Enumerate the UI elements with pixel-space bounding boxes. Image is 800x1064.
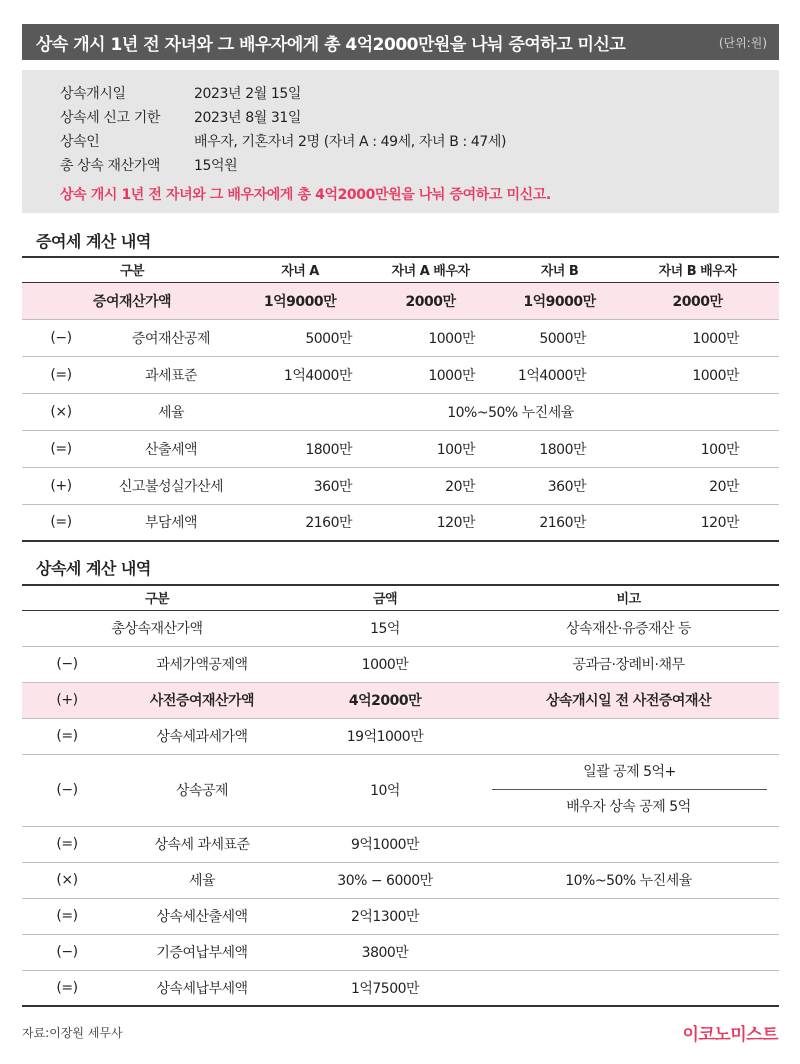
inheritance-tax-table [22,584,779,1007]
page-title: 상속 개시 1년 전 자녀와 그 배우자에게 총 4억2000만원을 나눠 증여하고 미신고 [36,34,626,55]
cell-amount: 1억7500만 [292,970,478,1006]
info-row [60,82,779,106]
cell-note: 공과금·장례비·채무 [478,646,779,682]
info-value: 15억원 [194,158,238,174]
cell-child-a-spouse: 100만 [358,430,503,467]
cell-note-split [478,754,779,826]
publisher-logo: 이코노미스트 [682,1025,778,1045]
cell-child-b-spouse: 1000만 [616,356,779,393]
gift-section-title: 증여세 계산 내역 [36,232,151,251]
info-value: 배우자, 기혼자녀 2명 (자녀 A : 49세, 자녀 B : 47세) [194,134,507,150]
cell-amount: 10억 [292,754,478,826]
table-row [22,898,779,934]
table-row [22,356,779,393]
cell-amount: 3800만 [292,934,478,970]
info-label: 총 상속 재산가액 [60,158,160,174]
cell-amount: 15억 [292,610,478,646]
cell-child-a: 1억4000만 [242,356,358,393]
cell-child-b: 2160만 [503,504,616,541]
row-label: 과세표준 [100,356,242,393]
cell-child-a-spouse: 20만 [358,467,503,504]
cell-note [478,718,779,754]
cell-child-a: 5000만 [242,319,358,356]
row-operator: (+) [22,682,112,718]
cell-note [478,826,779,862]
cell-child-b: 360만 [503,467,616,504]
row-label: 상속공제 [112,754,292,826]
row-operator: (+) [22,467,100,504]
column-header: 자녀 A 배우자 [358,257,503,282]
cell-child-a: 1억9000만 [242,282,358,319]
gift-tax-table [22,256,779,542]
note-bottom: 배우자 상속 공제 5억 [566,799,691,815]
unit-label: (단위:원) [718,35,767,50]
table-row [22,319,779,356]
table-row [22,754,779,826]
table-row [22,718,779,754]
cell-child-b-spouse: 100만 [616,430,779,467]
table-row [22,430,779,467]
table-header-row [22,257,779,282]
info-box [22,70,779,213]
cell-amount: 19억1000만 [292,718,478,754]
table-row [22,970,779,1006]
info-row [60,106,779,130]
table-header-row [22,585,779,610]
row-operator: (=) [22,898,112,934]
info-row [60,130,779,154]
row-operator: (−) [22,319,100,356]
info-label: 상속세 신고 기한 [60,110,160,126]
cell-note [478,898,779,934]
table-row [22,934,779,970]
table-row [22,826,779,862]
header-bar [22,24,779,60]
cell-child-a: 360만 [242,467,358,504]
cell-child-b: 5000만 [503,319,616,356]
cell-child-b-spouse: 120만 [616,504,779,541]
cell-child-a: 1800만 [242,430,358,467]
row-operator: (×) [22,862,112,898]
table-row [22,282,779,319]
cell-child-b: 1억4000만 [503,356,616,393]
cell-note [478,934,779,970]
row-operator: (=) [22,970,112,1006]
row-label: 상속세납부세액 [112,970,292,1006]
info-label: 상속인 [60,134,100,150]
row-label: 상속세 과세표준 [112,826,292,862]
table-row [22,682,779,718]
row-label: 부담세액 [100,504,242,541]
cell-child-a-spouse: 1000만 [358,356,503,393]
merged-rate-cell: 10%~50% 누진세율 [242,393,779,430]
row-label: 증여재산가액 [22,282,242,319]
table-row [22,467,779,504]
row-operator: (×) [22,393,100,430]
table-row [22,862,779,898]
row-operator: (=) [22,430,100,467]
cell-child-a-spouse: 2000만 [358,282,503,319]
cell-child-a-spouse: 120만 [358,504,503,541]
column-header: 금액 [292,585,478,610]
table-row [22,504,779,541]
info-value: 2023년 8월 31일 [194,110,302,126]
table-row [22,610,779,646]
row-operator: (=) [22,356,100,393]
row-operator: (=) [22,826,112,862]
cell-note: 상속재산·유증재산 등 [478,610,779,646]
row-label: 기증여납부세액 [112,934,292,970]
row-label: 상속세과세가액 [112,718,292,754]
column-header: 비고 [478,585,779,610]
row-operator: (=) [22,718,112,754]
row-label: 총상속재산가액 [22,610,292,646]
row-operator: (−) [22,754,112,826]
cell-note [478,970,779,1006]
cell-child-b-spouse: 2000만 [616,282,779,319]
row-operator: (−) [22,646,112,682]
column-header: 자녀 A [242,257,358,282]
info-row [60,154,779,178]
cell-note: 10%~50% 누진세율 [478,862,779,898]
row-operator: (−) [22,934,112,970]
cell-child-b: 1억9000만 [503,282,616,319]
info-value: 2023년 2월 15일 [194,86,302,102]
cell-amount: 30% − 6000만 [292,862,478,898]
cell-amount: 1000만 [292,646,478,682]
note-top: 일괄 공제 5억+ [492,755,767,790]
cell-child-b-spouse: 1000만 [616,319,779,356]
column-header: 구분 [22,585,292,610]
cell-amount: 2억1300만 [292,898,478,934]
cell-child-b-spouse: 20만 [616,467,779,504]
row-operator: (=) [22,504,100,541]
row-label: 산출세액 [100,430,242,467]
row-label: 신고불성실가산세 [100,467,242,504]
info-note: 상속 개시 1년 전 자녀와 그 배우자에게 총 4억2000만원을 나눠 증여하고 미신고. [60,187,551,203]
row-label: 상속세산출세액 [112,898,292,934]
info-label: 상속개시일 [60,86,126,102]
column-header: 구분 [22,257,242,282]
inheritance-section-title: 상속세 계산 내역 [36,559,151,578]
row-label: 증여재산공제 [100,319,242,356]
column-header: 자녀 B [503,257,616,282]
source-credit: 자료:이장원 세무사 [22,1026,123,1040]
cell-child-b: 1800만 [503,430,616,467]
cell-child-a-spouse: 1000만 [358,319,503,356]
row-label: 세율 [100,393,242,430]
cell-amount: 9억1000만 [292,826,478,862]
row-label: 과세가액공제액 [112,646,292,682]
row-label: 세율 [112,862,292,898]
cell-note: 상속개시일 전 사전증여재산 [478,682,779,718]
cell-amount: 4억2000만 [292,682,478,718]
row-label: 사전증여재산가액 [112,682,292,718]
table-row [22,646,779,682]
table-row [22,393,779,430]
column-header: 자녀 B 배우자 [616,257,779,282]
cell-child-a: 2160만 [242,504,358,541]
